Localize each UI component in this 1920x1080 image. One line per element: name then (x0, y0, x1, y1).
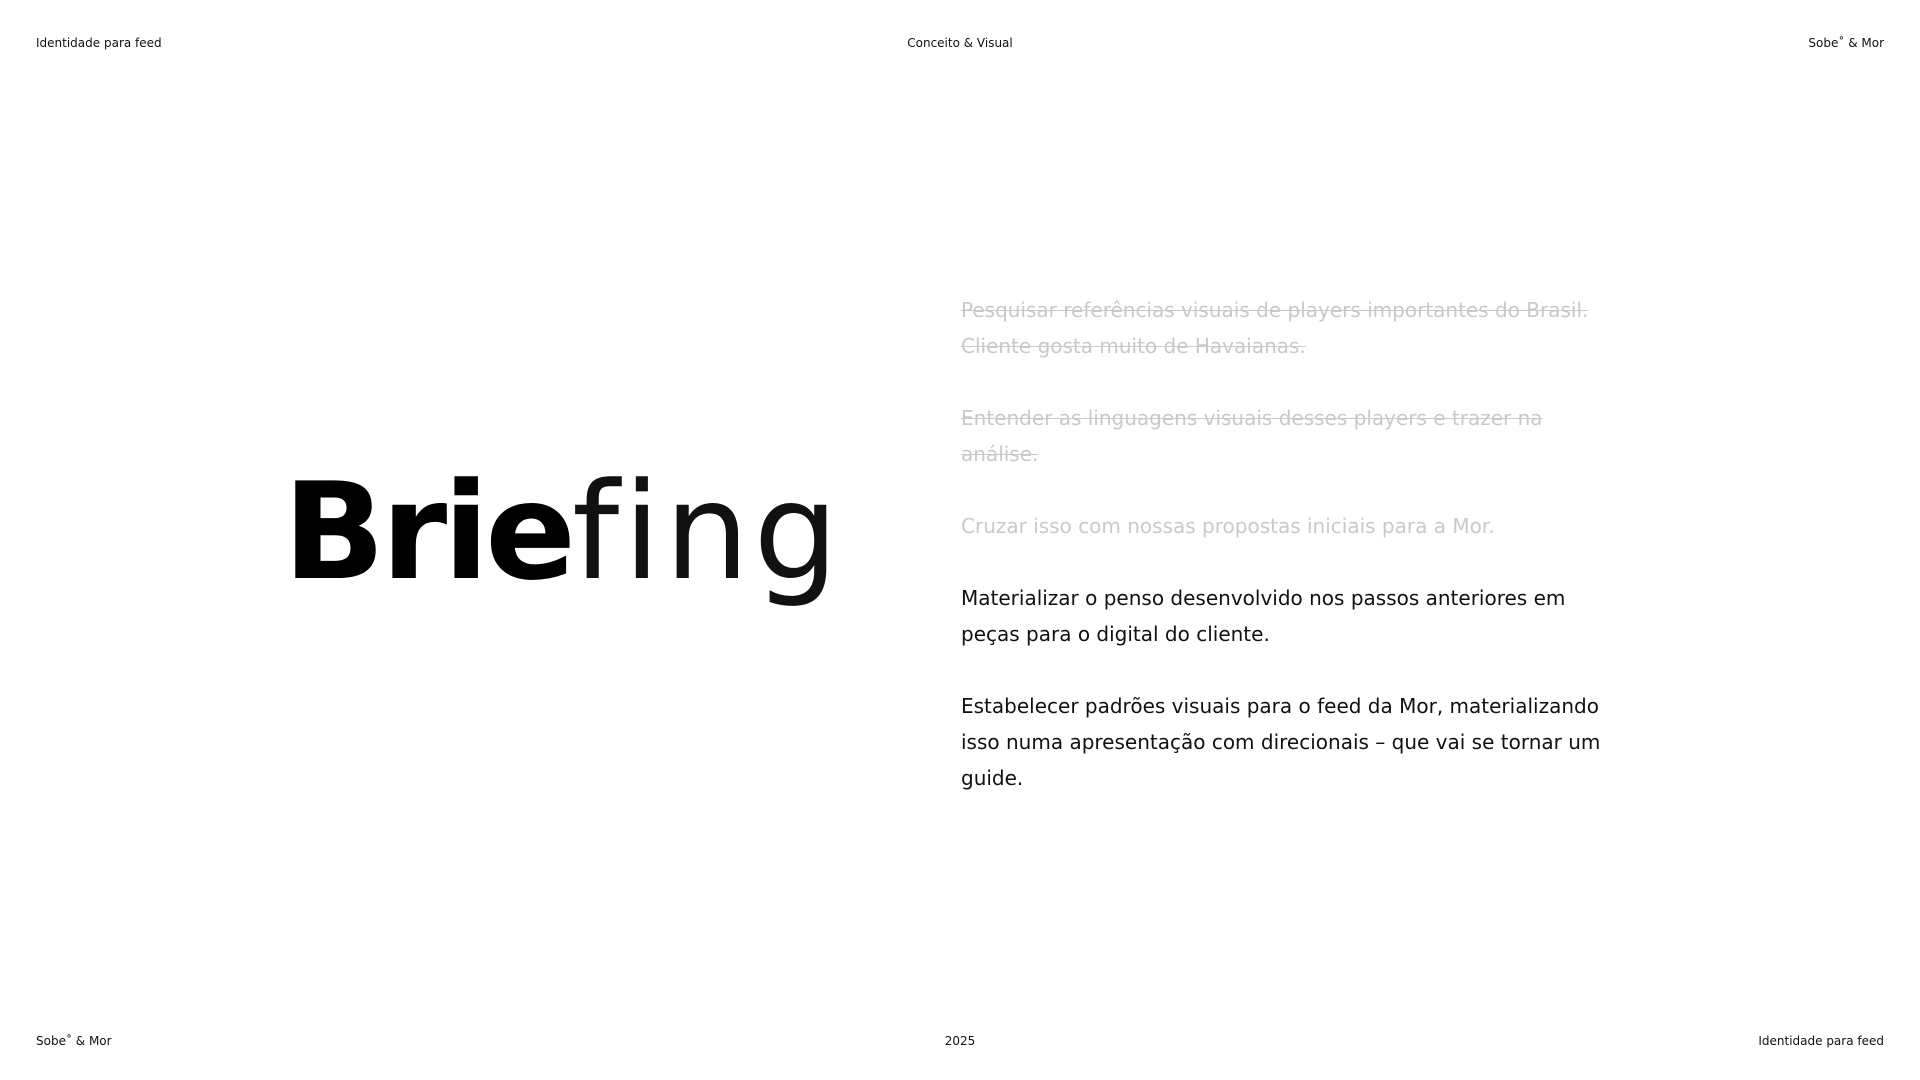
briefing-list (961, 292, 1621, 832)
header-center-label: Conceito & Visual (907, 36, 1013, 50)
page-title-bold: Brie (283, 454, 573, 610)
briefing-item: Pesquisar referências visuais de players importantes do Brasil. Cliente gosta muito de Havaianas. (961, 298, 1589, 358)
header-left-label: Identidade para feed (36, 36, 162, 50)
briefing-item: Materializar o penso desenvolvido nos passos anteriores em peças para o digital do cliente. (961, 586, 1566, 646)
page-title (283, 454, 843, 610)
footer-right-label: Identidade para feed (1758, 1034, 1884, 1048)
footer-left-label: Sobe˚ & Mor (36, 1034, 112, 1048)
briefing-item: Entender as linguagens visuais desses players e trazer na análise. (961, 406, 1543, 466)
header-right-label: Sobe˚ & Mor (1808, 36, 1884, 50)
briefing-item: Estabelecer padrões visuais para o feed da Mor, materializando isso numa apresentação com direcionais – que vai se tornar um guide. (961, 694, 1601, 790)
briefing-item: Cruzar isso com nossas propostas iniciais para a Mor. (961, 514, 1495, 538)
footer-center-label: 2025 (944, 1034, 976, 1048)
page-title-light: fing (572, 454, 843, 610)
